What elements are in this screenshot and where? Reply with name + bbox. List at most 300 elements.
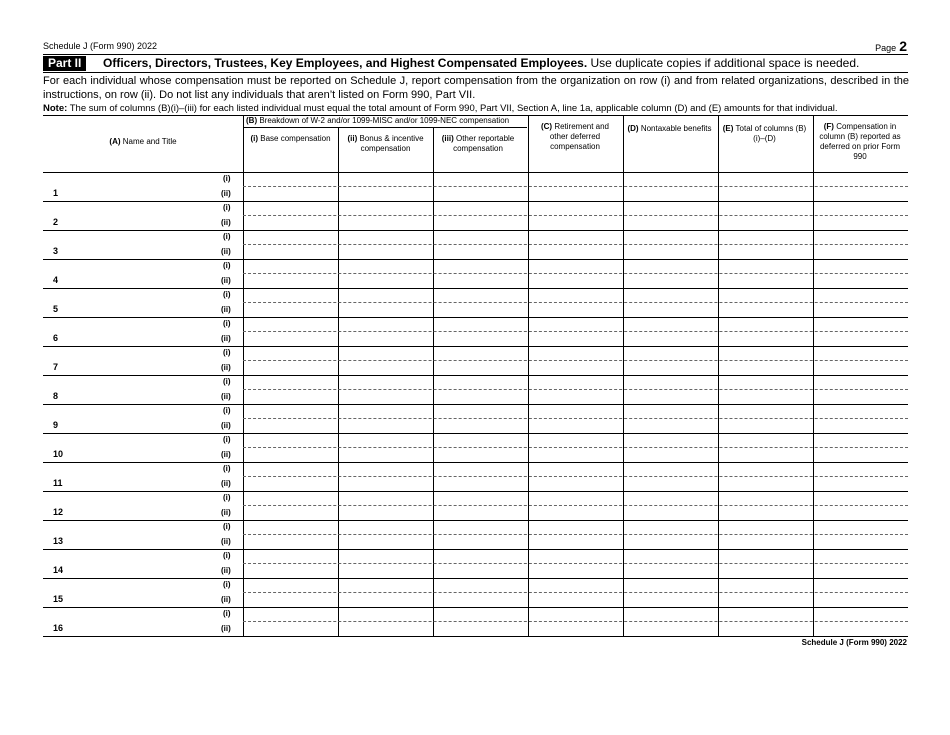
col-b2-header: (ii) Bonus & incentive compensation — [347, 134, 424, 153]
amount-cell[interactable] — [338, 549, 433, 563]
amount-cell[interactable] — [528, 259, 623, 273]
amount-cell[interactable] — [718, 187, 813, 201]
row-number: 3 — [53, 246, 59, 256]
amount-cell[interactable] — [813, 216, 908, 230]
amount-cell[interactable] — [433, 491, 528, 505]
amount-cell[interactable] — [813, 303, 908, 317]
row-sub-ii-label: (ii) — [221, 305, 231, 314]
note — [43, 103, 909, 114]
row-number: 9 — [53, 420, 59, 430]
row-number: 10 — [53, 449, 64, 459]
amount-cell[interactable] — [528, 578, 623, 592]
amount-cell[interactable] — [718, 317, 813, 331]
amount-cell[interactable] — [813, 172, 908, 186]
amount-cell[interactable] — [623, 520, 718, 534]
amount-cell[interactable] — [718, 216, 813, 230]
amount-cell[interactable] — [243, 564, 338, 578]
amount-cell[interactable] — [718, 433, 813, 447]
row-number: 5 — [53, 304, 59, 314]
note-label: Note: — [43, 103, 68, 114]
amount-cell[interactable] — [338, 303, 433, 317]
amount-cell[interactable] — [243, 549, 338, 563]
name-title-field[interactable] — [43, 346, 218, 375]
amount-cell[interactable] — [623, 622, 718, 636]
amount-cell[interactable] — [433, 375, 528, 389]
amount-cell[interactable] — [528, 535, 623, 549]
amount-cell[interactable] — [528, 230, 623, 244]
amount-cell[interactable] — [718, 622, 813, 636]
amount-cell[interactable] — [433, 361, 528, 375]
amount-cell[interactable] — [338, 375, 433, 389]
part-title-bold: Officers, Directors, Trustees, Key Employees, and Highest Compensated Employees. — [103, 56, 588, 70]
row-number: 4 — [53, 275, 59, 285]
amount-cell[interactable] — [243, 172, 338, 186]
amount-cell[interactable] — [338, 230, 433, 244]
amount-cell[interactable] — [433, 520, 528, 534]
amount-cell[interactable] — [528, 491, 623, 505]
amount-cell[interactable] — [623, 230, 718, 244]
amount-cell[interactable] — [623, 245, 718, 259]
amount-cell[interactable] — [243, 578, 338, 592]
amount-cell[interactable] — [528, 419, 623, 433]
top-rule — [43, 54, 908, 55]
amount-cell[interactable] — [338, 506, 433, 520]
amount-cell[interactable] — [243, 303, 338, 317]
row-number: 11 — [53, 478, 63, 488]
amount-cell[interactable] — [718, 346, 813, 360]
amount-cell[interactable] — [623, 448, 718, 462]
amount-cell[interactable] — [623, 433, 718, 447]
amount-cell[interactable] — [528, 622, 623, 636]
amount-cell[interactable] — [338, 462, 433, 476]
amount-cell[interactable] — [813, 462, 908, 476]
amount-cell[interactable] — [623, 535, 718, 549]
amount-cell[interactable] — [718, 303, 813, 317]
amount-cell[interactable] — [433, 448, 528, 462]
amount-cell[interactable] — [243, 245, 338, 259]
amount-cell[interactable] — [338, 216, 433, 230]
amount-cell[interactable] — [433, 187, 528, 201]
amount-cell[interactable] — [528, 477, 623, 491]
name-title-field[interactable] — [43, 288, 218, 317]
amount-cell[interactable] — [813, 564, 908, 578]
amount-cell[interactable] — [623, 564, 718, 578]
amount-cell[interactable] — [528, 245, 623, 259]
amount-cell[interactable] — [718, 375, 813, 389]
amount-cell[interactable] — [623, 390, 718, 404]
amount-cell[interactable] — [623, 404, 718, 418]
page-number: 2 — [899, 38, 907, 54]
amount-cell[interactable] — [718, 477, 813, 491]
amount-cell[interactable] — [433, 346, 528, 360]
name-title-field[interactable] — [43, 259, 218, 288]
col-b3-header: (iii) Other reportable compensation — [441, 134, 515, 153]
row-sub-i-label: (i) — [223, 377, 231, 386]
amount-cell[interactable] — [528, 317, 623, 331]
amount-cell[interactable] — [623, 607, 718, 621]
amount-cell[interactable] — [338, 259, 433, 273]
row-bottom-rule — [43, 636, 908, 637]
row-sub-ii-label: (ii) — [221, 247, 231, 256]
amount-cell[interactable] — [718, 332, 813, 346]
amount-cell[interactable] — [813, 535, 908, 549]
part-header — [43, 56, 908, 72]
amount-cell[interactable] — [623, 259, 718, 273]
name-title-field[interactable] — [43, 433, 218, 462]
amount-cell[interactable] — [338, 535, 433, 549]
col-f-header: (F) Compensation in column (B) reported as deferred on prior Form 990 — [819, 122, 901, 161]
note-text: The sum of columns (B)(i)–(iii) for each listed individual must equal the total amount of Form 990, Part VII, Section A, line 1a, applicable column (D) and (E) amounts for that individual. — [69, 103, 838, 114]
amount-cell[interactable] — [433, 216, 528, 230]
amount-cell[interactable] — [433, 288, 528, 302]
row-sub-ii-label: (ii) — [221, 218, 231, 227]
amount-cell[interactable] — [528, 361, 623, 375]
amount-cell[interactable] — [528, 303, 623, 317]
amount-cell[interactable] — [528, 593, 623, 607]
name-title-field[interactable] — [43, 375, 218, 404]
amount-cell[interactable] — [243, 361, 338, 375]
amount-cell[interactable] — [243, 607, 338, 621]
amount-cell[interactable] — [623, 593, 718, 607]
amount-cell[interactable] — [813, 593, 908, 607]
amount-cell[interactable] — [718, 564, 813, 578]
amount-cell[interactable] — [338, 390, 433, 404]
name-title-field[interactable] — [43, 230, 218, 259]
row-sub-i-label: (i) — [223, 551, 231, 560]
amount-cell[interactable] — [718, 520, 813, 534]
amount-cell[interactable] — [528, 506, 623, 520]
row-number: 8 — [53, 391, 59, 401]
name-title-field[interactable] — [43, 201, 218, 230]
amount-cell[interactable] — [338, 520, 433, 534]
amount-cell[interactable] — [528, 172, 623, 186]
amount-cell[interactable] — [813, 549, 908, 563]
amount-cell[interactable] — [528, 332, 623, 346]
amount-cell[interactable] — [623, 477, 718, 491]
row-number: 14 — [53, 565, 64, 575]
amount-cell[interactable] — [528, 274, 623, 288]
amount-cell[interactable] — [718, 230, 813, 244]
amount-cell[interactable] — [718, 201, 813, 215]
amount-cell[interactable] — [243, 506, 338, 520]
row-sub-ii-label: (ii) — [221, 479, 231, 488]
amount-cell[interactable] — [338, 622, 433, 636]
amount-cell[interactable] — [243, 317, 338, 331]
amount-cell[interactable] — [813, 187, 908, 201]
amount-cell[interactable] — [623, 491, 718, 505]
amount-cell[interactable] — [813, 477, 908, 491]
amount-cell[interactable] — [623, 274, 718, 288]
instructions: For each individual whose compensation must be reported on Schedule J, report compensation from the organization on row (i) and from related organizations, described in the instructions, on row (ii). Do not list any individuals that aren’t listed on Form 990, Part VII. — [43, 75, 909, 101]
amount-cell[interactable] — [433, 317, 528, 331]
amount-cell[interactable] — [338, 404, 433, 418]
amount-cell[interactable] — [528, 549, 623, 563]
amount-cell[interactable] — [623, 187, 718, 201]
amount-cell[interactable] — [718, 288, 813, 302]
amount-cell[interactable] — [338, 491, 433, 505]
row-number: 1 — [53, 188, 59, 198]
amount-cell[interactable] — [243, 433, 338, 447]
row-number: 6 — [53, 333, 59, 343]
amount-cell[interactable] — [433, 390, 528, 404]
amount-cell[interactable] — [243, 448, 338, 462]
amount-cell[interactable] — [718, 245, 813, 259]
row-sub-i-label: (i) — [223, 609, 231, 618]
amount-cell[interactable] — [813, 230, 908, 244]
amount-cell[interactable] — [433, 593, 528, 607]
amount-cell[interactable] — [433, 172, 528, 186]
amount-cell[interactable] — [243, 375, 338, 389]
row-sub-i-label: (i) — [223, 261, 231, 270]
amount-cell[interactable] — [813, 607, 908, 621]
amount-cell[interactable] — [813, 259, 908, 273]
amount-cell[interactable] — [718, 390, 813, 404]
amount-cell[interactable] — [433, 564, 528, 578]
form-name: Schedule J (Form 990) 2022 — [43, 41, 158, 51]
amount-cell[interactable] — [433, 332, 528, 346]
amount-cell[interactable] — [528, 404, 623, 418]
amount-cell[interactable] — [528, 187, 623, 201]
amount-cell[interactable] — [813, 317, 908, 331]
amount-cell[interactable] — [338, 332, 433, 346]
amount-cell[interactable] — [243, 201, 338, 215]
amount-cell[interactable] — [718, 404, 813, 418]
amount-cell[interactable] — [528, 201, 623, 215]
amount-cell[interactable] — [338, 361, 433, 375]
name-title-field[interactable] — [43, 317, 218, 346]
amount-cell[interactable] — [623, 346, 718, 360]
name-title-field[interactable] — [43, 172, 218, 201]
amount-cell[interactable] — [433, 433, 528, 447]
row-sub-ii-label: (ii) — [221, 363, 231, 372]
amount-cell[interactable] — [338, 448, 433, 462]
amount-cell[interactable] — [338, 593, 433, 607]
amount-cell[interactable] — [623, 375, 718, 389]
name-title-field[interactable] — [43, 578, 218, 607]
amount-cell[interactable] — [528, 216, 623, 230]
amount-cell[interactable] — [623, 172, 718, 186]
amount-cell[interactable] — [528, 390, 623, 404]
amount-cell[interactable] — [623, 549, 718, 563]
amount-cell[interactable] — [243, 477, 338, 491]
amount-cell[interactable] — [718, 172, 813, 186]
amount-cell[interactable] — [813, 622, 908, 636]
amount-cell[interactable] — [813, 361, 908, 375]
amount-cell[interactable] — [433, 419, 528, 433]
amount-cell[interactable] — [433, 230, 528, 244]
amount-cell[interactable] — [338, 564, 433, 578]
amount-cell[interactable] — [718, 593, 813, 607]
amount-cell[interactable] — [623, 288, 718, 302]
amount-cell[interactable] — [338, 288, 433, 302]
amount-cell[interactable] — [813, 578, 908, 592]
row-sub-ii-label: (ii) — [221, 537, 231, 546]
amount-cell[interactable] — [433, 259, 528, 273]
amount-cell[interactable] — [243, 274, 338, 288]
amount-cell[interactable] — [338, 346, 433, 360]
amount-cell[interactable] — [433, 578, 528, 592]
amount-cell[interactable] — [243, 593, 338, 607]
amount-cell[interactable] — [433, 303, 528, 317]
row-number: 16 — [53, 623, 64, 633]
amount-cell[interactable] — [243, 462, 338, 476]
amount-cell[interactable] — [243, 288, 338, 302]
row-sub-i-label: (i) — [223, 493, 231, 502]
amount-cell[interactable] — [433, 549, 528, 563]
amount-cell[interactable] — [338, 187, 433, 201]
row-sub-i-label: (i) — [223, 232, 231, 241]
row-sub-i-label: (i) — [223, 522, 231, 531]
amount-cell[interactable] — [243, 419, 338, 433]
amount-cell[interactable] — [338, 245, 433, 259]
row-sub-i-label: (i) — [223, 348, 231, 357]
row-sub-i-label: (i) — [223, 203, 231, 212]
amount-cell[interactable] — [243, 390, 338, 404]
row-sub-ii-label: (ii) — [221, 189, 231, 198]
amount-cell[interactable] — [813, 390, 908, 404]
amount-cell[interactable] — [243, 520, 338, 534]
name-title-field[interactable] — [43, 520, 218, 549]
amount-cell[interactable] — [243, 230, 338, 244]
row-sub-ii-label: (ii) — [221, 421, 231, 430]
amount-cell[interactable] — [718, 535, 813, 549]
amount-cell[interactable] — [623, 419, 718, 433]
col-b-group-header: (B) Breakdown of W-2 and/or 1099-MISC and/or 1099-NEC compensation — [246, 116, 510, 125]
amount-cell[interactable] — [243, 404, 338, 418]
amount-cell[interactable] — [718, 578, 813, 592]
amount-cell[interactable] — [433, 274, 528, 288]
amount-cell[interactable] — [338, 578, 433, 592]
col-b-group-rule — [243, 127, 527, 128]
amount-cell[interactable] — [813, 520, 908, 534]
amount-cell[interactable] — [433, 462, 528, 476]
amount-cell[interactable] — [718, 491, 813, 505]
amount-cell[interactable] — [623, 303, 718, 317]
amount-cell[interactable] — [813, 274, 908, 288]
row-sub-i-label: (i) — [223, 319, 231, 328]
row-sub-ii-label: (ii) — [221, 624, 231, 633]
col-a-header: (A) Name and Title — [109, 137, 177, 146]
amount-cell[interactable] — [433, 404, 528, 418]
amount-cell[interactable] — [528, 448, 623, 462]
amount-cell[interactable] — [243, 346, 338, 360]
amount-cell[interactable] — [243, 332, 338, 346]
amount-cell[interactable] — [718, 419, 813, 433]
row-number: 2 — [53, 217, 59, 227]
amount-cell[interactable] — [528, 564, 623, 578]
amount-cell[interactable] — [623, 201, 718, 215]
name-title-field[interactable] — [43, 549, 218, 578]
name-title-field[interactable] — [43, 404, 218, 433]
amount-cell[interactable] — [338, 433, 433, 447]
amount-cell[interactable] — [243, 491, 338, 505]
name-title-field[interactable] — [43, 607, 218, 636]
amount-cell[interactable] — [623, 462, 718, 476]
amount-cell[interactable] — [813, 332, 908, 346]
row-sub-i-label: (i) — [223, 406, 231, 415]
amount-cell[interactable] — [813, 288, 908, 302]
amount-cell[interactable] — [528, 520, 623, 534]
amount-cell[interactable] — [813, 346, 908, 360]
amount-cell[interactable] — [813, 433, 908, 447]
amount-cell[interactable] — [433, 506, 528, 520]
col-b1-header: (i) Base compensation — [250, 134, 331, 143]
amount-cell[interactable] — [433, 477, 528, 491]
amount-cell[interactable] — [338, 419, 433, 433]
amount-cell[interactable] — [243, 622, 338, 636]
row-number: 13 — [53, 536, 64, 546]
amount-cell[interactable] — [528, 346, 623, 360]
amount-cell[interactable] — [528, 288, 623, 302]
amount-cell[interactable] — [433, 622, 528, 636]
amount-cell[interactable] — [718, 259, 813, 273]
row-sub-ii-label: (ii) — [221, 276, 231, 285]
amount-cell[interactable] — [813, 404, 908, 418]
amount-cell[interactable] — [813, 419, 908, 433]
amount-cell[interactable] — [623, 216, 718, 230]
amount-cell[interactable] — [243, 535, 338, 549]
amount-cell[interactable] — [338, 607, 433, 621]
amount-cell[interactable] — [623, 317, 718, 331]
amount-cell[interactable] — [813, 448, 908, 462]
row-sub-ii-label: (ii) — [221, 334, 231, 343]
amount-cell[interactable] — [528, 375, 623, 389]
amount-cell[interactable] — [718, 448, 813, 462]
amount-cell[interactable] — [338, 274, 433, 288]
amount-cell[interactable] — [623, 332, 718, 346]
amount-cell[interactable] — [433, 607, 528, 621]
col-c-header: (C) Retirement and other deferred compensation — [540, 122, 610, 151]
amount-cell[interactable] — [813, 201, 908, 215]
amount-cell[interactable] — [718, 361, 813, 375]
amount-cell[interactable] — [813, 245, 908, 259]
amount-cell[interactable] — [718, 274, 813, 288]
amount-cell[interactable] — [623, 506, 718, 520]
page-label: Page — [875, 43, 897, 53]
amount-cell[interactable] — [528, 607, 623, 621]
row-sub-ii-label: (ii) — [221, 392, 231, 401]
part-rule — [43, 72, 908, 73]
amount-cell[interactable] — [718, 607, 813, 621]
amount-cell[interactable] — [718, 549, 813, 563]
amount-cell[interactable] — [338, 317, 433, 331]
amount-cell[interactable] — [338, 172, 433, 186]
row-sub-i-label: (i) — [223, 435, 231, 444]
amount-cell[interactable] — [338, 201, 433, 215]
amount-cell[interactable] — [623, 578, 718, 592]
col-d-header: (D) Nontaxable benefits — [627, 124, 712, 133]
amount-cell[interactable] — [528, 433, 623, 447]
row-sub-ii-label: (ii) — [221, 566, 231, 575]
amount-cell[interactable] — [718, 506, 813, 520]
amount-cell[interactable] — [813, 506, 908, 520]
amount-cell[interactable] — [433, 535, 528, 549]
amount-cell[interactable] — [813, 491, 908, 505]
amount-cell[interactable] — [433, 201, 528, 215]
amount-cell[interactable] — [338, 477, 433, 491]
amount-cell[interactable] — [718, 462, 813, 476]
amount-cell[interactable] — [243, 187, 338, 201]
amount-cell[interactable] — [623, 361, 718, 375]
amount-cell[interactable] — [243, 216, 338, 230]
amount-cell[interactable] — [813, 375, 908, 389]
name-title-field[interactable] — [43, 491, 218, 520]
part-title — [103, 56, 859, 71]
name-title-field[interactable] — [43, 462, 218, 491]
amount-cell[interactable] — [528, 462, 623, 476]
amount-cell[interactable] — [433, 245, 528, 259]
amount-cell[interactable] — [243, 259, 338, 273]
